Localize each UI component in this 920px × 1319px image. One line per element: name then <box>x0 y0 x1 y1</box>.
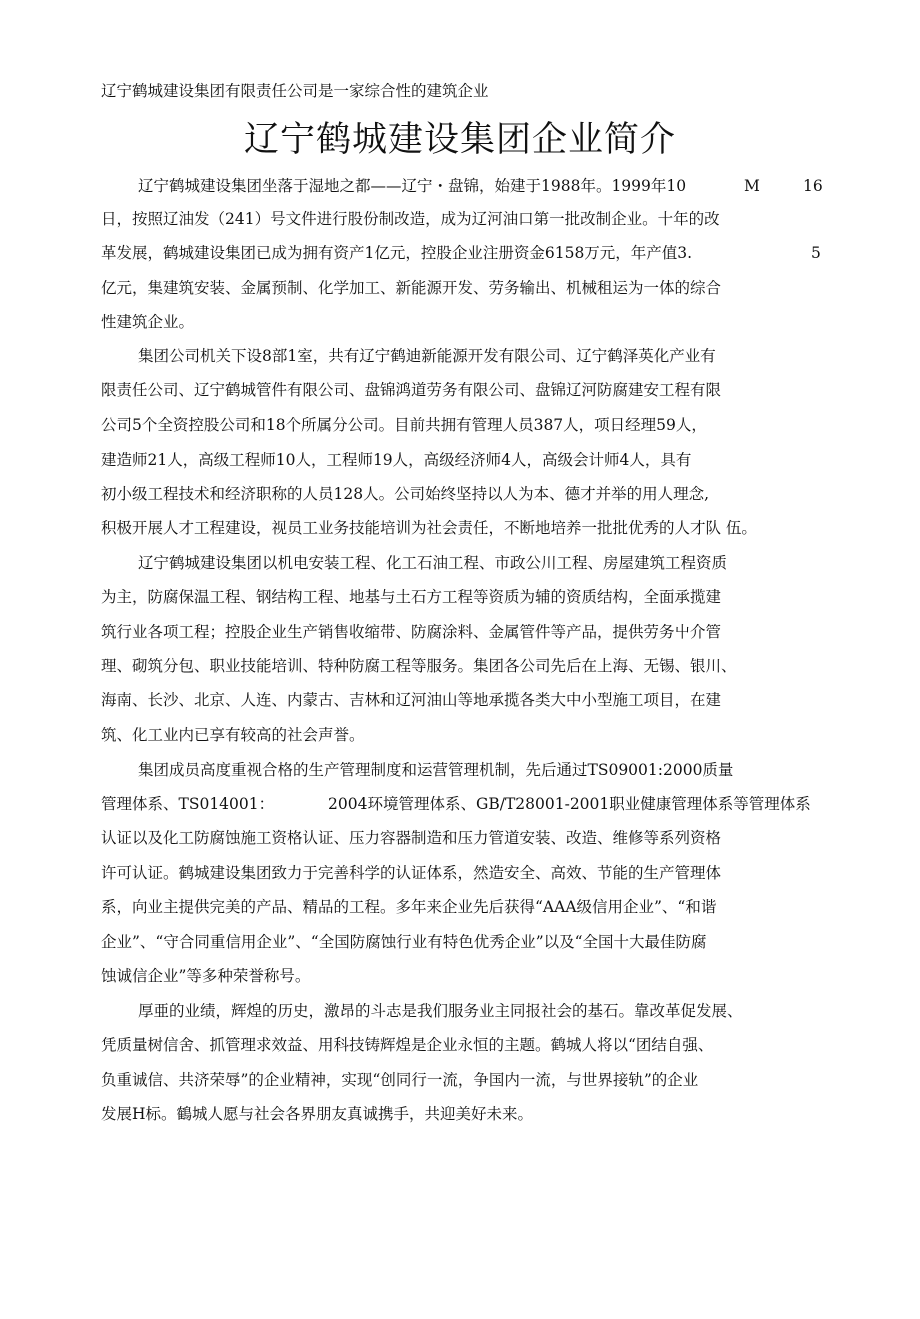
paragraph-line: 蚀诚信企业”等多种荣誉称号。 <box>101 967 311 985</box>
paragraph-line: 日，按照辽油发（241）号文件进行股份制改造，成为辽河油口第一批改制企业。十年的改 <box>101 210 720 228</box>
paragraph-line: 认证以及化工防腐蚀施工资格认证、压力容器制造和压力管道安装、改造、维修等系列资格 <box>101 829 722 847</box>
paragraph-line: M <box>744 177 760 195</box>
paragraph-line: 筑行业各项工程；控股企业生产销售收缩带、防腐涂料、金属管件等产品，提供劳务屮介管 <box>101 623 722 641</box>
paragraph-line: 亿元，集建筑安装、金属预制、化学加工、新能源开发、劳务输出、机械租运为一体的综合 <box>101 279 722 297</box>
paragraph-line: 初小级工程技术和经济职称的人员128人。公司始终坚持以人为本、德才并举的用人理念, <box>101 485 710 503</box>
paragraph-line: 许可认证。鹤城建设集团致力于完善科学的认证体系，然造安全、高效、节能的生产管理体 <box>101 864 722 882</box>
paragraph-line: 理、砌筑分包、职业技能培训、特种防腐工程等服务。集团各公司先后在上海、无锡、银川、 <box>101 657 737 675</box>
paragraph-line: 限责任公司、辽宁鹤城管件有限公司、盘锦鸿道劳务有限公司、盘锦辽河防腐建安工程有限 <box>101 381 722 399</box>
paragraph-line: 筑、化工业内已享有较高的社会声誉。 <box>101 726 365 744</box>
paragraph-line: 企业”、“守合同重信用企业”、“全国防腐蚀行业有特色优秀企业”以及“全国十大最佳防腐 <box>101 933 707 951</box>
paragraph-line: 公司5个全资控股公司和18个所属分公司。目前共拥有管理人员387人，项日经理59人， <box>101 416 707 434</box>
header-text: 辽宁鹤城建设集团有限责任公司是一家综合性的建筑企业 <box>101 82 489 100</box>
document-title: 辽宁鹤城建设集团企业简介 <box>243 120 676 160</box>
paragraph-line: 集团成员高度重视合格的生产管理制度和运营管理机制，先后通过TS09001:2000质量 <box>138 761 734 779</box>
paragraph-line: 辽宁鹤城建设集团以机电安装工程、化工石油工程、市政公川工程、房屋建筑工程资质 <box>138 554 728 572</box>
paragraph-line: 海南、长沙、北京、人连、内蒙古、吉林和辽河油山等地承揽各类大中小型施工项目，在建 <box>101 691 722 709</box>
paragraph-line: 建造师21人，高级工程师10人，工程师19人，高级经济师4人，高级会计师4人，具有 <box>101 451 692 469</box>
paragraph-line: 凭质量树信舍、抓管理求效益、用科技铸辉煌是企业永恒的主题。鹤城人将以“团结自强、 <box>101 1036 714 1054</box>
paragraph-line: 16 <box>803 177 823 195</box>
paragraph-line: 2004环境管理体系、GB/T28001-2001职业健康管理体系等管理体系 <box>328 795 811 813</box>
paragraph-line: 管理体系、TS014001： <box>101 795 275 813</box>
paragraph-line: 为主，防腐保温工程、钢结构工程、地基与土石方工程等资质为辅的资质结构，全面承揽建 <box>101 588 722 606</box>
paragraph-line: 积极开展人才工程建设，视员工业务技能培训为社会责任，不断地培养一批批优秀的人才队 伍。 <box>101 519 757 537</box>
paragraph-line: 性建筑企业。 <box>101 313 195 331</box>
paragraph-line: 负重诚信、共济荣辱”的企业精神，实现“创同行一流，争国内一流，与世界接轨”的企业 <box>101 1071 699 1089</box>
paragraph-line: 系，向业主提供完美的产品、精品的工程。多年来企业先后获得“AAA级信用企业”、“和谐 <box>101 898 717 916</box>
paragraph-line: 辽宁鹤城建设集团坐落于湿地之都——辽宁・盘锦，始建于1988年。1999年10 <box>138 177 687 195</box>
paragraph-line: 集团公司机关下设8部1室，共有辽宁鹤迪新能源开发有限公司、辽宁鹤泽英化产业有 <box>138 347 716 365</box>
paragraph-line: 5 <box>811 244 821 262</box>
paragraph-line: 厚亜的业绩，辉煌的历史，激昂的斗志是我们服务业主同报社会的基石。靠改革促发展、 <box>138 1002 743 1020</box>
paragraph-line: 发展H标。鶴城人愿与社会各界朋友真诚携手，共迎美好未来。 <box>101 1105 534 1123</box>
paragraph-line: 革发展，鹤城建设集团已成为拥有资产1亿元，控股企业注册资金6158万元，年产值3. <box>101 244 693 262</box>
